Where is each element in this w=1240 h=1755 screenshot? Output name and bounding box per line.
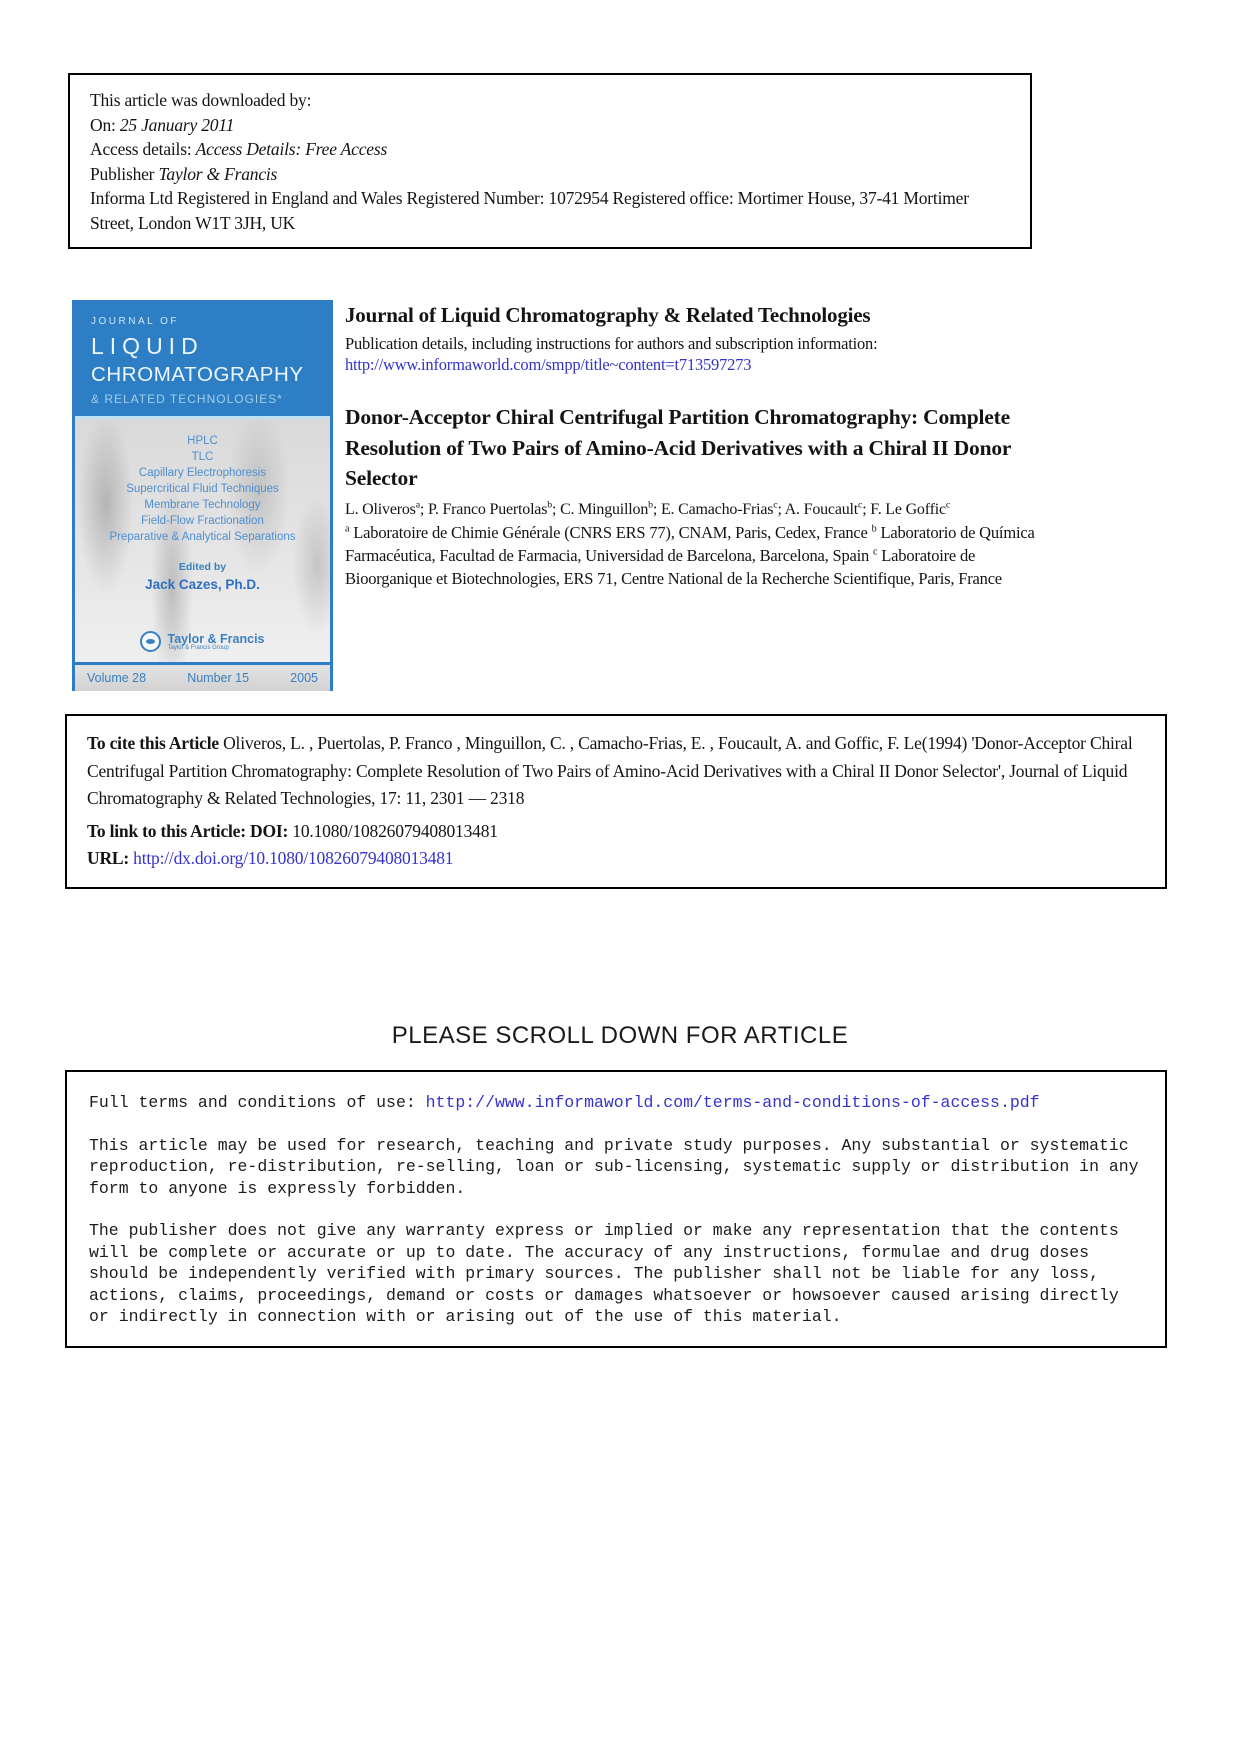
taylor-francis-logo-icon xyxy=(140,631,161,652)
access-details-value: Access Details: Free Access xyxy=(195,139,388,159)
author-list: L. Oliveros$^a$; P. Franco Puertolas$^b$; C. Minguillon$^b$; E. Camacho-Frias$^c$; A. Foucault$^c$; F. Le Goffic$^c$ xyxy=(345,499,951,518)
journal-cover-image xyxy=(72,300,333,691)
cite-label: To cite this Article xyxy=(87,733,224,753)
affiliation-list: $^a$ Laboratoire de Chimie Générale (CNRS ERS 77), CNAM, Paris, Cedex, France $^b$ Laboratorio de Química Farmacéutica, Facultad de Farmacia, Universidad de Barcelona, Barcelona, Spain $^c$ Laboratoire de Bioorganique et Biotechnologies, ERS 71, Centre National de la Recherche Scientifique, Paris, France xyxy=(345,522,1035,588)
cover-body xyxy=(75,419,330,662)
doi-value: 10.1080/10826079408013481 xyxy=(292,820,498,841)
cover-journal-of-label: JOURNAL OF xyxy=(91,316,179,327)
author-affiliation-mark: a xyxy=(415,499,420,511)
access-details-label: Access details: xyxy=(90,139,196,159)
scroll-down-notice: PLEASE SCROLL DOWN FOR ARTICLE xyxy=(391,1022,849,1049)
url-label: URL: xyxy=(87,848,134,868)
full-terms-label: Full terms and conditions of use: xyxy=(89,1093,426,1112)
article-header-column xyxy=(345,302,1045,590)
author-affiliation-mark: c xyxy=(858,499,863,511)
download-date-label: On: xyxy=(90,114,120,135)
cite-text: Oliveros, L. , Puertolas, P. Franco , Minguillon, C. , Camacho-Frias, E. , Foucault, A. and Goffic, F. Le(1994) 'Donor-Acceptor Chiral Centrifugal Partition Chromatography: Complete Resolution of Two Pairs of Amino-Acid Derivatives with a Chiral II Donor Selector', Journal of Liquid Chromatography & Related Technologies, 17: 11, 2301 — 2318 xyxy=(87,733,1133,808)
cover-topic: Membrane Technology xyxy=(144,499,261,511)
article-url-link[interactable]: http://dx.doi.org/10.1080/10826079408013481 xyxy=(133,848,454,868)
doi-line xyxy=(87,818,1145,846)
cover-topic: Field-Flow Fractionation xyxy=(141,515,264,527)
terms-paragraph-1: This article may be used for research, teaching and private study purposes. Any substantial or systematic reproduction, re-distribution, re-selling, loan or sub-licensing, systematic supply or distribution in any form to anyone is expressly forbidden. xyxy=(89,1135,1139,1198)
informa-registration-line: Informa Ltd Registered in England and Wales Registered Number: 1072954 Registered office: Mortimer House, 37-41 Mortimer Street, London W1T 3JH, UK xyxy=(90,188,969,233)
cover-topic: HPLC xyxy=(187,435,218,447)
author-name: P. Franco Puertolas xyxy=(427,500,548,518)
downloaded-by-line: This article was downloaded by: xyxy=(90,90,312,110)
terms-url-link[interactable]: http://www.informaworld.com/terms-and-conditions-of-access.pdf xyxy=(425,1093,1040,1112)
author-affiliation-mark: b xyxy=(648,499,653,511)
journal-url-link[interactable]: http://www.informaworld.com/smpp/title~content=t713597273 xyxy=(345,355,752,374)
cover-volume: Volume 28 xyxy=(87,671,147,685)
author-name: F. Le Goffic xyxy=(870,500,946,518)
url-line xyxy=(87,845,1145,873)
cover-publisher-name: Taylor & Francis xyxy=(167,631,265,646)
author-name: L. Oliveros xyxy=(345,500,416,518)
publisher-line xyxy=(90,162,1010,187)
download-notice-box xyxy=(68,73,1032,249)
cover-subtitle: & RELATED TECHNOLOGIES* xyxy=(91,392,283,406)
full-terms-line xyxy=(89,1092,1143,1114)
author-affiliation-mark: b xyxy=(547,499,553,511)
author-affiliation-mark: c xyxy=(945,499,951,511)
terms-paragraph-2: The publisher does not give any warranty express or implied or make any representation that the contents will be complete or accurate or up to date. The accuracy of any instructions, formulae and drug doses should be independently verified with primary sources. The publisher shall not be liable for any loss, actions, claims, proceedings, demand or costs or damages whatsoever or howsoever caused arising directly or indirectly in connection with or arising out of the use of this material. xyxy=(89,1221,1119,1326)
author-name: C. Minguillon xyxy=(560,500,649,518)
affiliation-mark: a xyxy=(345,523,350,534)
terms-box xyxy=(65,1070,1167,1348)
taylor-francis-logo xyxy=(140,631,264,652)
doi-label: To link to this Article: DOI: xyxy=(87,820,293,841)
cover-year: 2005 xyxy=(290,671,318,685)
download-date-value: 25 January 2011 xyxy=(119,114,235,135)
author-name: A. Foucault xyxy=(784,500,859,518)
publisher-value: Taylor & Francis xyxy=(158,163,278,184)
cover-publisher-subname: Taylor & Francis Group xyxy=(167,644,229,651)
cover-volume-bar xyxy=(75,665,330,691)
cover-topic: Preparative & Analytical Separations xyxy=(109,531,296,543)
cover-header xyxy=(75,300,330,419)
cover-topic: Capillary Electrophoresis xyxy=(138,467,267,479)
cite-paragraph xyxy=(87,730,1145,813)
cover-title-liquid: LIQUID xyxy=(91,333,204,359)
download-date-line xyxy=(90,113,1010,138)
cover-editor-name: Jack Cazes, Ph.D. xyxy=(145,577,260,592)
article-title: Donor-Acceptor Chiral Centrifugal Partition Chromatography: Complete Resolution of Two Pairs of Amino-Acid Derivatives with a Chiral II Donor Selector xyxy=(345,405,1011,490)
cover-title-chromatography: CHROMATOGRAPHY xyxy=(91,363,304,386)
affiliation-mark: c xyxy=(873,546,878,557)
cover-number: Number 15 xyxy=(187,671,250,685)
publication-details: Publication details, including instructions for authors and subscription information: xyxy=(345,334,878,353)
cover-edited-by-label: Edited by xyxy=(178,561,227,573)
author-affiliation-mark: c xyxy=(773,499,778,511)
author-name: E. Camacho-Frias xyxy=(660,500,774,518)
affiliation-mark: b xyxy=(871,523,877,534)
cover-topic: TLC xyxy=(191,451,214,463)
cover-topic: Supercritical Fluid Techniques xyxy=(126,483,279,495)
citation-box xyxy=(65,714,1167,889)
cover-topic-list xyxy=(109,433,295,545)
access-details-line xyxy=(90,137,1010,162)
publisher-label: Publisher xyxy=(90,163,159,184)
journal-title: Journal of Liquid Chromatography & Related Technologies xyxy=(345,303,871,327)
